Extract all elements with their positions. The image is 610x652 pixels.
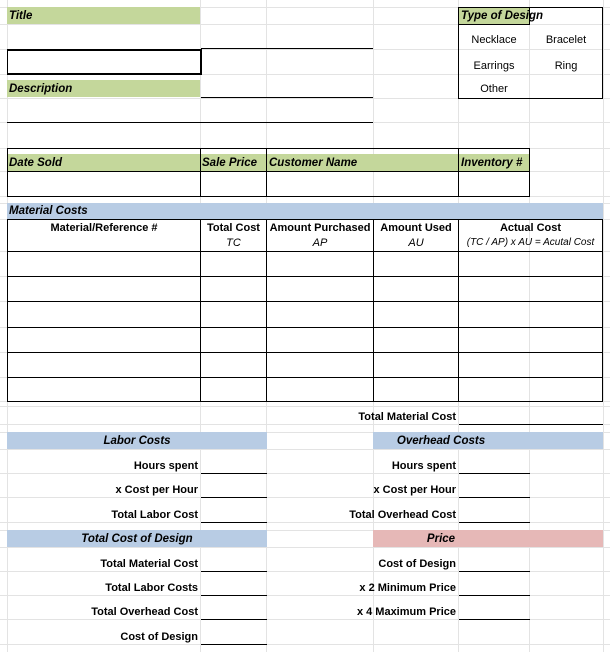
material-cell[interactable] — [374, 353, 458, 377]
sale-bottom — [7, 196, 530, 197]
material-costs-label: Material Costs — [9, 205, 88, 217]
material-cell[interactable] — [374, 378, 458, 401]
material-cell[interactable] — [374, 328, 458, 352]
option-other[interactable]: Other — [480, 83, 508, 95]
material-cell[interactable] — [8, 302, 200, 327]
material-row-border — [7, 401, 603, 402]
labor-rate-label: x Cost per Hour — [115, 484, 198, 496]
material-cell[interactable] — [267, 378, 373, 401]
col-actual-cost: Actual Cost — [499, 222, 562, 234]
col-amount-purchased: Amount Purchased — [269, 222, 371, 234]
labor-total-label: Total Labor Cost — [111, 509, 198, 521]
type-box-top — [458, 7, 603, 8]
overhead-total-label: Total Overhead Cost — [349, 509, 456, 521]
material-cell[interactable] — [374, 252, 458, 276]
labor-hours-line — [201, 473, 267, 474]
material-cell[interactable] — [8, 328, 200, 352]
col-amount-purchased-sub: AP — [312, 237, 328, 249]
tc-material-label: Total Material Cost — [100, 558, 198, 570]
inventory-input[interactable] — [459, 172, 529, 196]
material-cell[interactable] — [267, 252, 373, 276]
price-min-input[interactable] — [459, 577, 530, 595]
overhead-hours-input[interactable] — [459, 455, 530, 473]
tc-labor-input[interactable] — [201, 577, 267, 595]
tc-design-input[interactable] — [201, 626, 267, 644]
sale-v-4 — [529, 148, 530, 197]
labor-rate-line — [201, 497, 267, 498]
type-header-bottom — [458, 24, 530, 25]
material-cell[interactable] — [267, 302, 373, 327]
title-label: Title — [9, 10, 33, 22]
price-design-label: Cost of Design — [378, 558, 456, 570]
col-actual-cost-sub: (TC / AP) x AU = Acutal Cost — [466, 237, 595, 248]
material-cell[interactable] — [201, 277, 266, 301]
material-cell[interactable] — [459, 353, 602, 377]
price-min-label: x 2 Minimum Price — [359, 582, 456, 594]
material-cell[interactable] — [267, 328, 373, 352]
material-cell[interactable] — [8, 252, 200, 276]
material-cell[interactable] — [201, 302, 266, 327]
title-input-right-border — [200, 49, 202, 75]
sale-top — [7, 148, 530, 149]
col-total-cost: Total Cost — [207, 222, 260, 234]
total-material-cost-input[interactable] — [459, 406, 603, 424]
overhead-hours-line — [459, 473, 530, 474]
option-ring[interactable]: Ring — [554, 60, 578, 72]
tc-design-line — [201, 644, 267, 645]
price-label: Price — [426, 533, 456, 545]
overhead-total-input[interactable] — [459, 504, 530, 522]
price-max-line — [459, 619, 530, 620]
price-design-input[interactable] — [459, 553, 530, 571]
overhead-costs-label: Overhead Costs — [396, 435, 486, 447]
title-line-1 — [201, 48, 373, 49]
material-cell[interactable] — [267, 277, 373, 301]
col-amount-used: Amount Used — [380, 222, 452, 234]
material-cell[interactable] — [201, 328, 266, 352]
type-of-design-label: Type of Design — [461, 10, 543, 22]
labor-costs-label: Labor Costs — [103, 435, 171, 447]
title-input-bottom-border — [7, 73, 201, 75]
labor-total-line — [201, 522, 267, 523]
customer-name-label: Customer Name — [269, 157, 358, 169]
col-amount-used-sub: AU — [408, 237, 424, 249]
tc-labor-line — [201, 595, 267, 596]
price-max-input[interactable] — [459, 601, 530, 619]
overhead-rate-line — [459, 497, 530, 498]
total-material-cost-line — [459, 424, 603, 425]
price-min-line — [459, 595, 530, 596]
price-design-line — [459, 571, 530, 572]
tc-overhead-line — [201, 619, 267, 620]
material-cell[interactable] — [8, 378, 200, 401]
material-cell[interactable] — [201, 252, 266, 276]
tc-overhead-label: Total Overhead Cost — [91, 606, 198, 618]
total-material-cost-label: Total Material Cost — [358, 411, 456, 423]
col-material-ref: Material/Reference # — [50, 222, 158, 234]
labor-hours-label: Hours spent — [133, 460, 198, 472]
option-necklace[interactable]: Necklace — [471, 34, 517, 46]
tc-material-input[interactable] — [201, 553, 267, 571]
material-cell[interactable] — [459, 277, 602, 301]
labor-total-input[interactable] — [201, 504, 267, 522]
material-cell[interactable] — [459, 252, 602, 276]
type-box-bottom — [458, 98, 603, 99]
total-cost-of-design-label: Total Cost of Design — [81, 533, 193, 545]
col-total-cost-sub: TC — [226, 237, 241, 249]
option-bracelet[interactable]: Bracelet — [545, 34, 587, 46]
overhead-rate-label: x Cost per Hour — [373, 484, 456, 496]
sale-price-input[interactable] — [201, 172, 266, 196]
labor-rate-input[interactable] — [201, 479, 267, 497]
date-sold-input[interactable] — [8, 172, 200, 196]
material-cell[interactable] — [267, 353, 373, 377]
price-max-label: x 4 Maximum Price — [356, 606, 456, 618]
date-sold-label: Date Sold — [9, 157, 63, 169]
description-input[interactable] — [8, 98, 373, 122]
overhead-hours-label: Hours spent — [391, 460, 456, 472]
sale-price-label: Sale Price — [202, 157, 257, 169]
type-box-right — [602, 7, 603, 99]
gridline-h — [0, 449, 610, 450]
title-fill — [7, 7, 200, 24]
overhead-total-line — [459, 522, 530, 523]
material-col-border — [602, 219, 603, 402]
material-cell[interactable] — [8, 277, 200, 301]
tc-design-label: Cost of Design — [120, 631, 198, 643]
title-input[interactable] — [8, 51, 200, 73]
tc-overhead-input[interactable] — [201, 601, 267, 619]
gridline-h — [0, 644, 610, 645]
customer-name-input[interactable] — [267, 172, 458, 196]
inventory-label: Inventory # — [461, 157, 523, 169]
tc-labor-label: Total Labor Costs — [105, 582, 198, 594]
description-label: Description — [9, 83, 73, 95]
tc-material-line — [201, 571, 267, 572]
material-cell[interactable] — [459, 328, 602, 352]
description-line — [7, 122, 373, 123]
sale-info-fill — [7, 154, 529, 171]
labor-hours-input[interactable] — [201, 455, 267, 473]
option-earrings[interactable]: Earrings — [473, 60, 515, 72]
material-cell[interactable] — [374, 277, 458, 301]
material-costs-fill — [7, 203, 603, 219]
material-cell[interactable] — [201, 353, 266, 377]
material-cell[interactable] — [459, 302, 602, 327]
material-cell[interactable] — [8, 353, 200, 377]
gridline-h — [0, 547, 610, 548]
material-cell[interactable] — [459, 378, 602, 401]
material-row-border — [7, 219, 603, 220]
overhead-rate-input[interactable] — [459, 479, 530, 497]
material-cell[interactable] — [201, 378, 266, 401]
material-cell[interactable] — [374, 302, 458, 327]
